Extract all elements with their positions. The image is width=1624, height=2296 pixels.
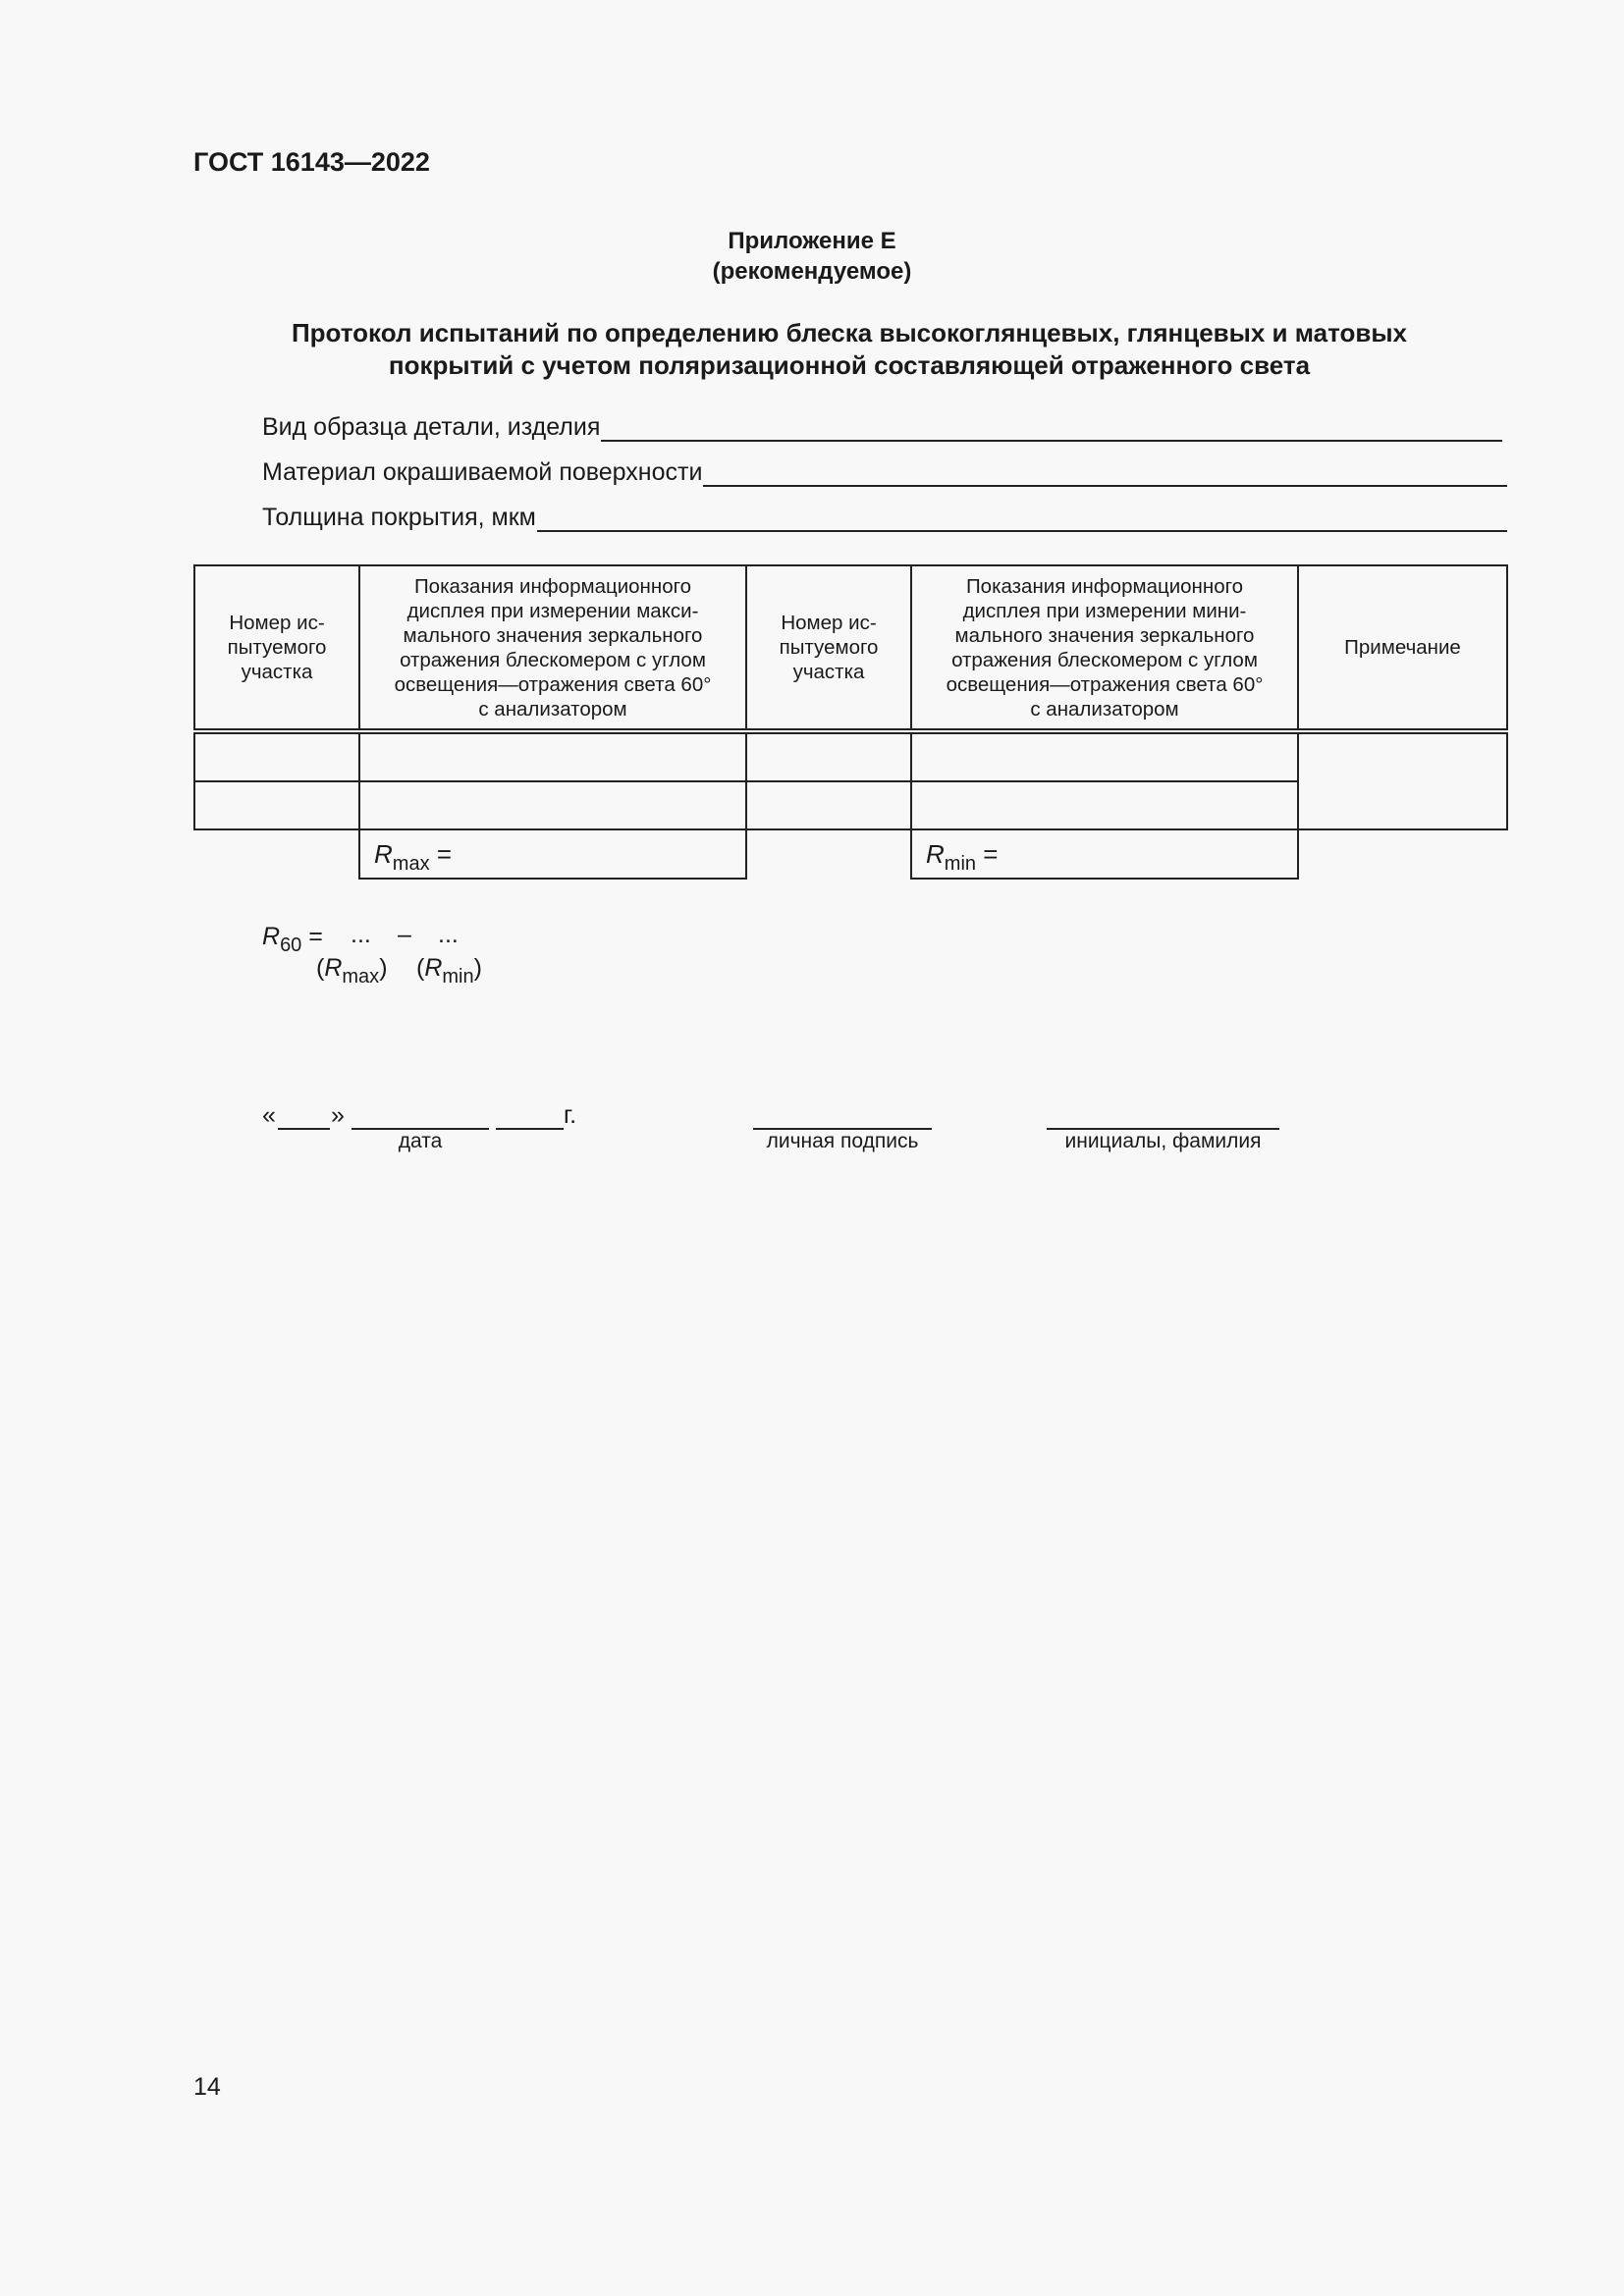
field-label: Толщина покрытия, мкм (262, 504, 536, 531)
date-quote-open: « (262, 1101, 276, 1129)
paren-open: ( (316, 954, 325, 982)
table-summary-row (194, 829, 1507, 879)
header-line: мального значения зеркального (954, 623, 1255, 647)
header-line: Показания информационного (413, 574, 692, 598)
header-cell-min-reading (911, 565, 1298, 731)
rmin-symbol: R (926, 839, 945, 869)
header-cell-max-reading (359, 565, 746, 731)
field-label: Вид образца детали, изделия (262, 413, 601, 441)
rmin-subscript: min (944, 853, 977, 875)
header-line: дисплея при измерении макси- (406, 599, 699, 622)
appendix-title: Приложение Е (728, 228, 896, 254)
document-code: ГОСТ 16143—2022 (193, 147, 430, 177)
header-line: отражения блескомером с углом (400, 648, 706, 671)
header-line: мального значения зеркального (403, 623, 703, 647)
header-line: освещения—отражения света 60° (946, 672, 1264, 696)
blank-cell (1298, 829, 1507, 879)
table-cell[interactable] (911, 781, 1298, 829)
field-sample-type (262, 410, 1502, 442)
fill-line[interactable] (537, 508, 1507, 532)
header-line: Номер ис- (229, 612, 325, 634)
formula-equals: = (308, 923, 323, 950)
header-line: с анализатором (1030, 697, 1179, 721)
rmax-equals: = (436, 839, 452, 869)
protocol-table (193, 564, 1508, 880)
formula-subscript: 60 (280, 934, 302, 956)
blank-cell (194, 829, 359, 879)
formula-term-max (316, 954, 388, 988)
header-line: дисплея при измерении мини- (962, 599, 1247, 622)
header-line: с анализатором (478, 697, 627, 721)
header-line: освещения—отражения света 60° (394, 672, 712, 696)
term-subscript: min (442, 966, 474, 988)
table-cell[interactable] (746, 731, 911, 781)
term-symbol: R (324, 954, 343, 982)
blank-cell (746, 829, 911, 879)
protocol-title-line-1: Протокол испытаний по определению блеска высокоглянцевых, глянцевых и матовых (291, 318, 1408, 347)
term-symbol: R (424, 954, 443, 982)
formula-dots-1: ... (351, 921, 371, 948)
rmax-subscript: max (392, 853, 430, 875)
table-cell[interactable] (746, 781, 911, 829)
header-line: Показания информационного (965, 574, 1244, 598)
header-line: пытуемого (227, 636, 327, 659)
table-cell[interactable] (194, 731, 359, 781)
table-cell[interactable] (359, 731, 746, 781)
date-quote-close: » (331, 1101, 345, 1129)
table-header-row (194, 565, 1507, 731)
year-fill-line[interactable] (496, 1128, 564, 1130)
rmin-equals: = (983, 839, 999, 869)
fill-line[interactable] (601, 418, 1502, 442)
header-line: пытуемого (779, 636, 879, 659)
header-cell-note (1298, 565, 1507, 731)
rmin-cell[interactable] (911, 829, 1298, 879)
formula-minus: – (398, 921, 411, 948)
date-caption: дата (398, 1130, 443, 1152)
formula-r60-lhs (262, 923, 323, 956)
header-line: Номер ис- (781, 612, 877, 634)
paren-open: ( (416, 954, 425, 982)
fill-line[interactable] (703, 463, 1507, 487)
header-line: Примечание (1344, 636, 1461, 659)
name-caption: инициалы, фамилия (1064, 1130, 1262, 1152)
header-cell-area-number-1 (194, 565, 359, 731)
table-cell[interactable] (194, 781, 359, 829)
header-cell-area-number-2 (746, 565, 911, 731)
rmax-symbol: R (374, 839, 393, 869)
table-cell[interactable] (911, 731, 1298, 781)
day-fill-line[interactable] (278, 1128, 330, 1130)
protocol-title-line-2: покрытий с учетом поляризационной составляющей отраженного света (388, 350, 1311, 380)
formula-term-min (416, 954, 482, 988)
appendix-subtitle: (рекомендуемое) (712, 258, 912, 285)
signature-caption: личная подпись (766, 1130, 919, 1152)
rmax-cell[interactable] (359, 829, 746, 879)
field-label: Материал окрашиваемой поверхности (262, 458, 703, 486)
table-row (194, 731, 1507, 781)
page-number: 14 (193, 2073, 221, 2101)
formula-symbol: R (262, 923, 281, 950)
header-line: отражения блескомером с углом (951, 648, 1258, 671)
note-cell[interactable] (1298, 731, 1507, 829)
header-line: участка (792, 661, 865, 683)
formula-dots-2: ... (438, 921, 459, 948)
year-suffix: г. (564, 1101, 577, 1129)
paren-close: ) (379, 954, 388, 982)
header-line: участка (241, 661, 313, 683)
table-cell[interactable] (359, 781, 746, 829)
paren-close: ) (473, 954, 482, 982)
field-coating-thickness (262, 501, 1507, 532)
term-subscript: max (342, 966, 380, 988)
field-surface-material (262, 455, 1507, 487)
